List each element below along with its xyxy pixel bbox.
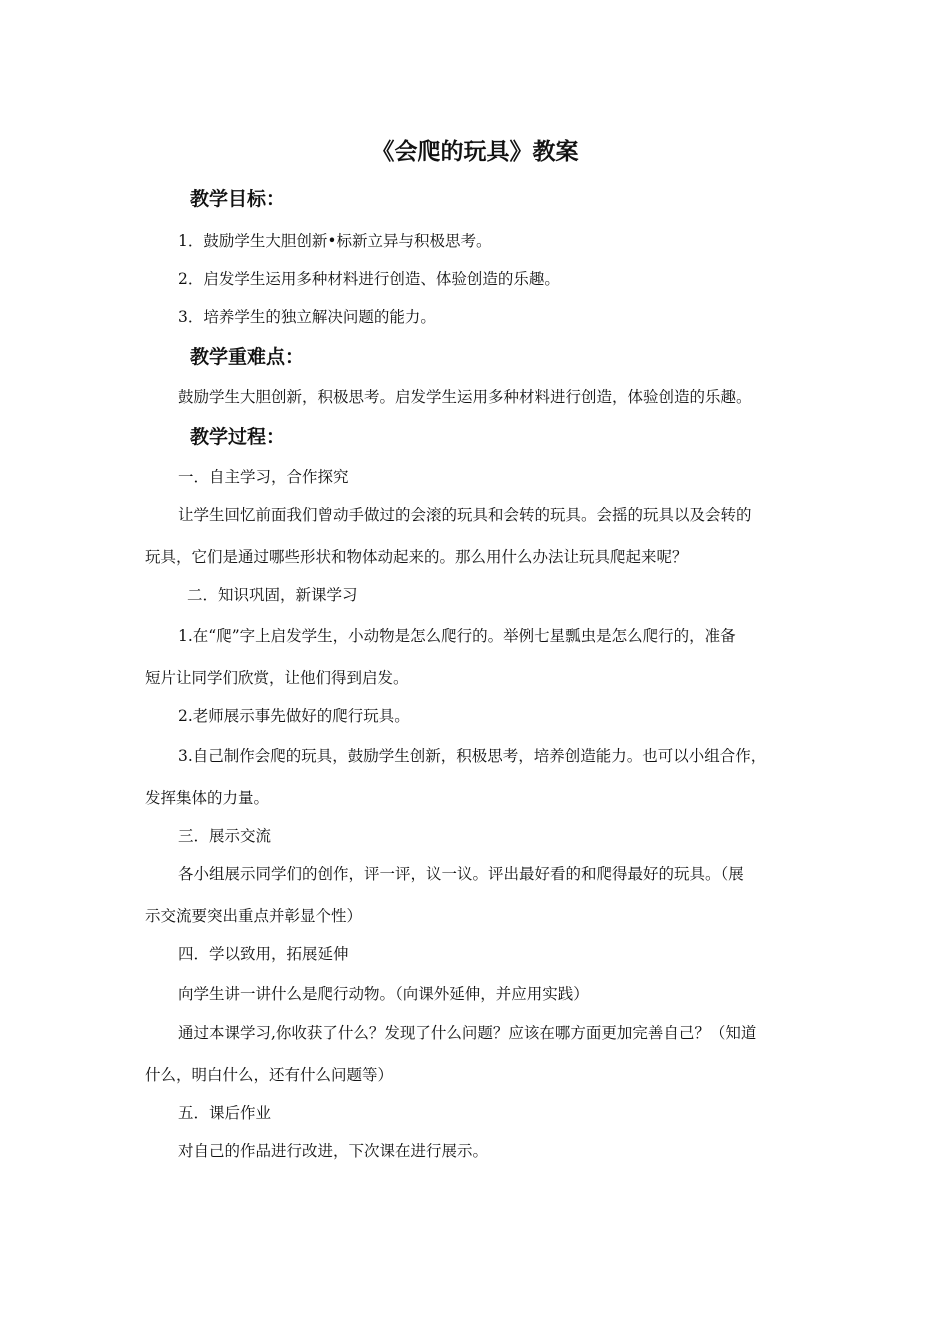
section-5-paragraph: 对自己的作品进行改进，下次课在进行展示。 — [178, 1142, 489, 1160]
section-4-paragraph-2-line-2: 什么，明白什么，还有什么问题等） — [145, 1066, 394, 1084]
objective-item-3: 3．培养学生的独立解决问题的能力。 — [178, 308, 436, 326]
section-1-paragraph-line-2: 玩具，它们是通过哪些形状和物体动起来的。那么用什么办法让玩具爬起来呢？ — [145, 548, 688, 566]
section-2-item-3-line-1: 3.自己制作会爬的玩具，鼓励学生创新，积极思考，培养创造能力。也可以小组合作， — [178, 747, 767, 765]
section-4-paragraph-2-line-1: 通过本课学习,你收获了什么？发现了什么问题？应该在哪方面更加完善自己？（知道 — [178, 1024, 757, 1042]
section-1-paragraph-line-1: 让学生回忆前面我们曾动手做过的会滚的玩具和会转的玩具。会摇的玩具以及会转的 — [178, 506, 752, 524]
section-3-paragraph-line-1: 各小组展示同学们的创作，评一评，议一议。评出最好看的和爬得最好的玩具。（展 — [178, 865, 744, 883]
section-3-title: 三．展示交流 — [178, 827, 272, 845]
key-points-heading: 教学重难点： — [190, 346, 305, 368]
objective-item-2: 2．启发学生运用多种材料进行创造、体验创造的乐趣。 — [178, 270, 560, 288]
section-5-title: 五．课后作业 — [178, 1104, 272, 1122]
section-2-item-1-line-2: 短片让同学们欣赏，让他们得到启发。 — [145, 669, 409, 687]
section-4-title: 四．学以致用，拓展延伸 — [178, 945, 349, 963]
section-2-item-2: 2.老师展示事先做好的爬行玩具。 — [178, 707, 410, 725]
section-2-title: 二．知识巩固，新课学习 — [187, 586, 358, 604]
document-title: 《会爬的玩具》教案 — [371, 139, 579, 165]
key-points-text: 鼓励学生大胆创新，积极思考。启发学生运用多种材料进行创造，体验创造的乐趣。 — [178, 388, 752, 406]
section-2-item-1-line-1: 1.在“爬”字上启发学生，小动物是怎么爬行的。举例七星瓢虫是怎么爬行的，准备 — [178, 627, 736, 645]
section-3-paragraph-line-2: 示交流要突出重点并彰显个性） — [145, 907, 363, 925]
section-4-paragraph-1: 向学生讲一讲什么是爬行动物。（向课外延伸，并应用实践） — [178, 985, 589, 1003]
objectives-heading: 教学目标： — [190, 188, 286, 210]
objective-item-1: 1．鼓励学生大胆创新•标新立异与积极思考。 — [178, 232, 492, 250]
section-2-item-3-line-2: 发挥集体的力量。 — [145, 789, 270, 807]
process-heading: 教学过程： — [190, 426, 286, 448]
section-1-title: 一．自主学习，合作探究 — [178, 468, 349, 486]
